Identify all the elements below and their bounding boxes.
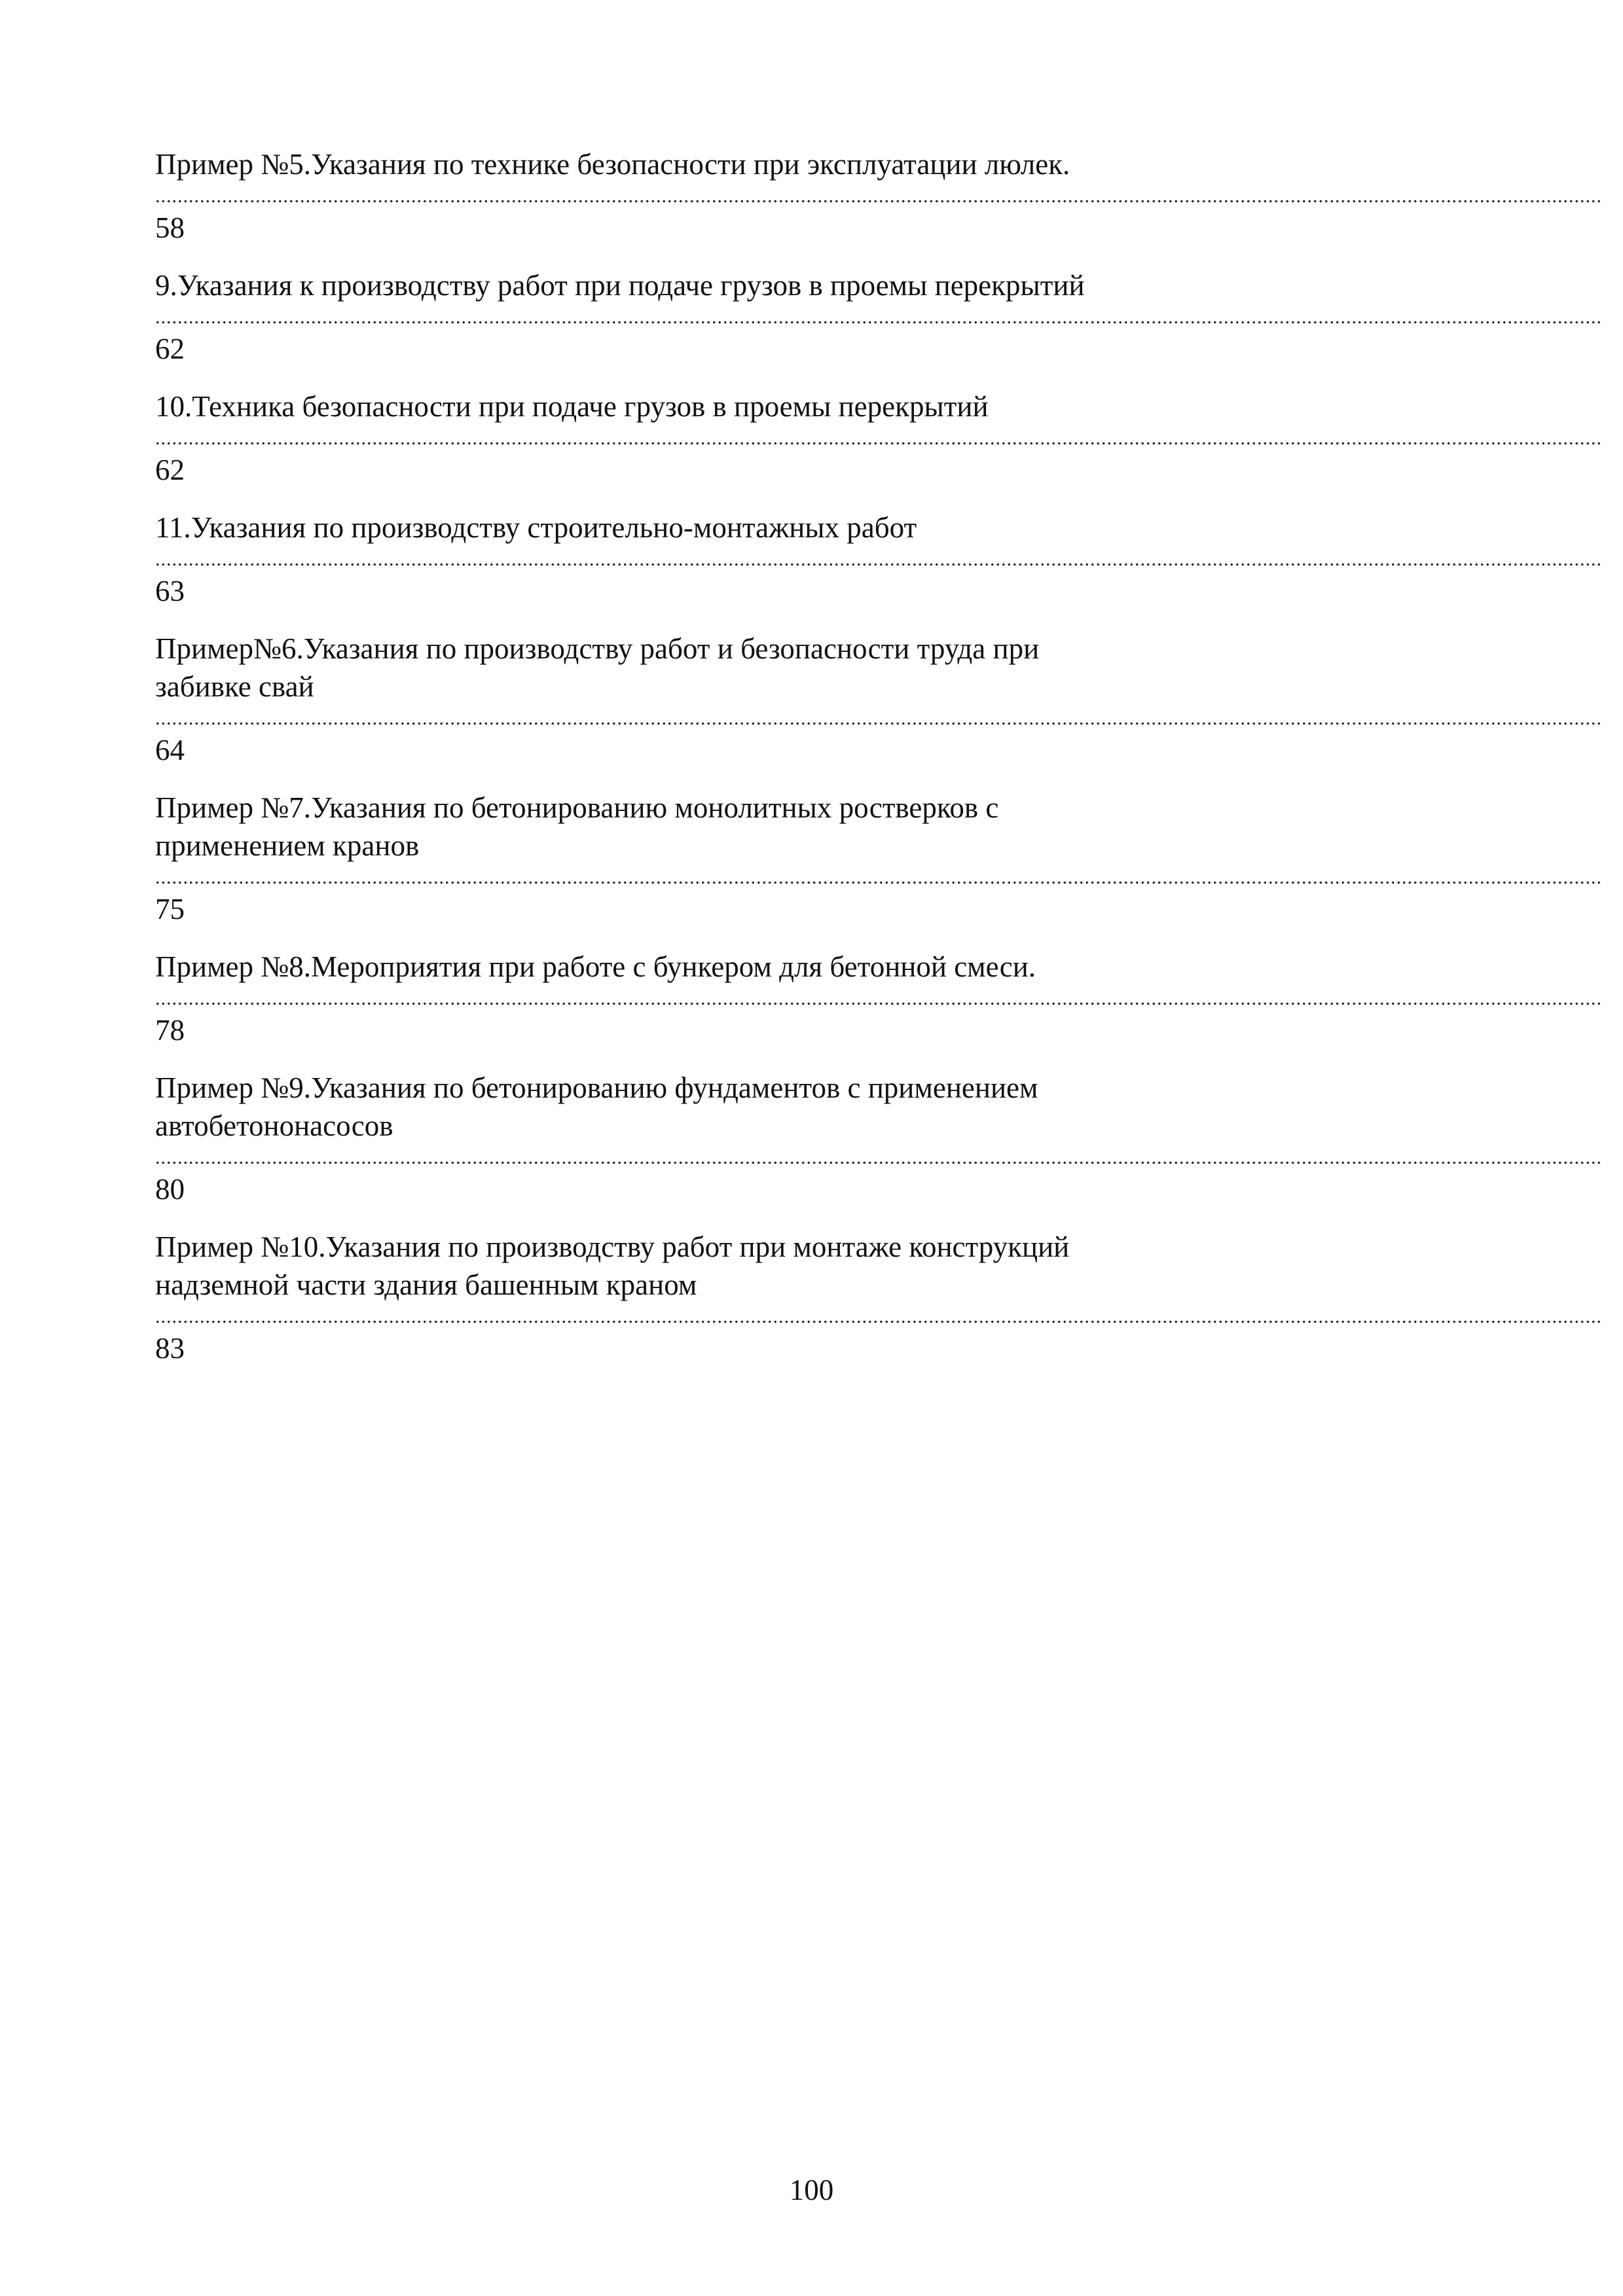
toc-entry bbox=[155, 509, 1602, 609]
toc-entry-title: Пример №5.Указания по технике безопасности при эксплуатации люлек. bbox=[155, 148, 1070, 181]
dot-leader: .................................................................................................................................................................................................................................................................... bbox=[155, 548, 1602, 570]
dot-leader: .................................................................................................................................................................................................................................................................... bbox=[155, 1147, 1602, 1168]
dot-leader: .................................................................................................................................................................................................................................................................... bbox=[155, 1306, 1602, 1327]
toc-entry-title: Пример №9.Указания по бетонированию фундаментов с применением автобетононасосов bbox=[155, 1071, 1038, 1142]
toc-entry-page: 80 bbox=[155, 1173, 185, 1206]
toc-entry-title: Пример №7.Указания по бетонированию монолитных ростверков с применением кранов bbox=[155, 791, 999, 862]
toc-entry-page: 64 bbox=[155, 734, 185, 766]
toc-entry bbox=[155, 789, 1602, 927]
toc-entry-page: 63 bbox=[155, 575, 185, 607]
toc-entry-title: Пример №10.Указания по производству работ при монтаже конструкций надземной части здания башенным краном bbox=[155, 1230, 1070, 1301]
toc-entry bbox=[155, 630, 1602, 768]
toc-entry bbox=[155, 948, 1602, 1049]
toc-entry bbox=[155, 1069, 1602, 1208]
toc-entry bbox=[155, 266, 1602, 367]
toc-entry bbox=[155, 145, 1602, 246]
dot-leader: .................................................................................................................................................................................................................................................................... bbox=[155, 185, 1602, 207]
dot-leader: .................................................................................................................................................................................................................................................................... bbox=[155, 867, 1602, 888]
page-number: 100 bbox=[789, 2174, 834, 2206]
table-of-contents bbox=[155, 145, 1602, 1387]
dot-leader: .................................................................................................................................................................................................................................................................... bbox=[155, 708, 1602, 729]
dot-leader: .................................................................................................................................................................................................................................................................... bbox=[155, 306, 1602, 328]
toc-entry-title: 9.Указания к производству работ при подаче грузов в проемы перекрытий bbox=[155, 269, 1085, 302]
toc-entry-title: 11.Указания по производству строительно-монтажных работ bbox=[155, 511, 917, 544]
toc-entry bbox=[155, 1228, 1602, 1367]
dot-leader: .................................................................................................................................................................................................................................................................... bbox=[155, 427, 1602, 449]
toc-entry-page: 83 bbox=[155, 1332, 185, 1365]
toc-entry-title: Пример№6.Указания по производству работ и безопасности труда при забивке свай bbox=[155, 632, 1040, 703]
dot-leader: .................................................................................................................................................................................................................................................................... bbox=[155, 988, 1602, 1009]
toc-entry-page: 78 bbox=[155, 1014, 185, 1047]
toc-entry-page: 62 bbox=[155, 332, 185, 365]
toc-entry-title: Пример №8.Мероприятия при работе с бункером для бетонной смеси. bbox=[155, 950, 1036, 983]
toc-entry bbox=[155, 387, 1602, 488]
toc-entry-page: 62 bbox=[155, 454, 185, 486]
toc-entry-page: 58 bbox=[155, 211, 185, 244]
toc-entry-page: 75 bbox=[155, 893, 185, 925]
toc-entry-title: 10.Техника безопасности при подаче грузов в проемы перекрытий bbox=[155, 390, 989, 423]
